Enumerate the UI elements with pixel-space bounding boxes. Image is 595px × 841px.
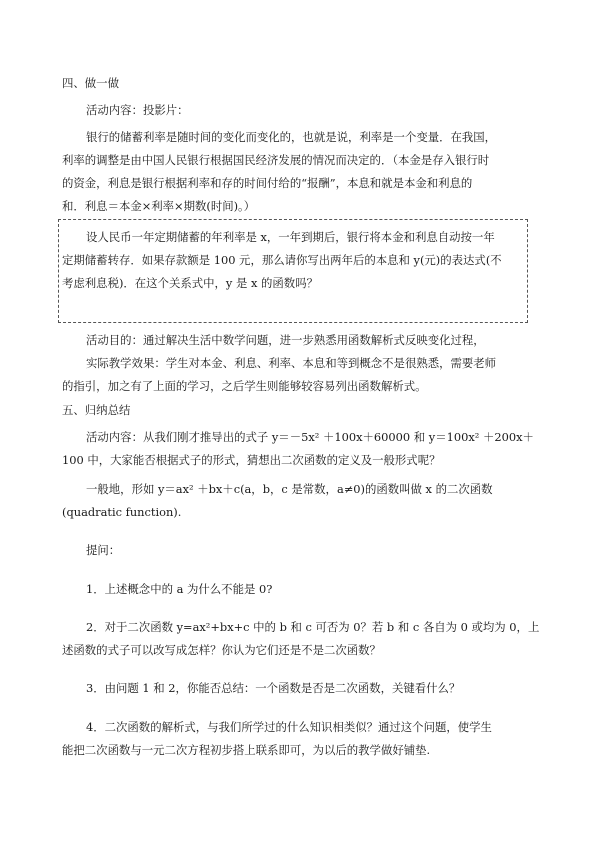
definition-line: 一般地，形如 y＝ax² ＋bx＋c(a，b，c 是常数，a≠0)的函数叫做 x 的二次函数 [86,482,493,496]
content-line: 100 中，大家能否根据式子的形式，猜想出二次函数的定义及一般形式呢？ [62,453,441,467]
box-line: 定期储蓄转存．如果存款额是 100 元，那么请你写出两年后的本息和 y(元)的表达式(不 [62,253,502,267]
question-2-line: 2．对于二次函数 y=ax²+bx+c 中的 b 和 c 可否为 0？若 b 和 c 各自为 0 或均为 0，上 [86,620,540,634]
definition-line: (quadratic function). [62,505,182,519]
question-4-line: 4．二次函数的解析式，与我们所学过的什么知识相类似？通过这个问题，使学生 [86,720,492,734]
paragraph-line: 利率的调整是由中国人民银行根据国民经济发展的情况而决定的．（本金是存入银行时 [62,153,490,167]
activity-purpose: 活动目的：通过解决生活中数学问题，进一步熟悉用函数解析式反映变化过程， [86,333,485,347]
question-1: 1．上述概念中的 a 为什么不能是 0? [86,582,273,596]
effect-line: 的指引，加之有了上面的学习，之后学生则能够较容易列出函数解析式。 [62,379,427,393]
paragraph-line: 的资金，利息是银行根据利率和存的时间付给的“报酬”，本息和就是本金和利息的 [62,176,473,190]
question-4-line: 能把二次函数与一元二次方程初步搭上联系即可，为以后的教学做好铺垫. [62,743,431,757]
box-line: 设人民币一年定期储蓄的年利率是 x，一年到期后，银行将本金和利息自动按一年 [86,230,495,244]
paragraph-line: 银行的储蓄利率是随时间的变化而变化的，也就是说，利率是一个变量．在我国， [86,130,497,144]
section5-heading: 五、归纳总结 [62,403,131,417]
effect-line: 实际教学效果：学生对本金、利息、利率、本息和等到概念不是很熟悉，需要老师 [86,356,497,370]
question-2-line: 述函数的式子可以改写成怎样？你认为它们还是不是二次函数？ [62,643,381,657]
question-3: 3．由问题 1 和 2，你能否总结：一个函数是否是二次函数，关键看什么？ [86,681,461,695]
section4-heading: 四、做一做 [62,76,119,90]
box-line: 考虑利息税)．在这个关系式中，y 是 x 的函数吗？ [62,276,318,290]
content-line: 活动内容：从我们刚才推导出的式子 y＝－5x² ＋100x＋60000 和 y＝100x² ＋200x＋ [86,430,534,444]
activity-content: 活动内容：投影片： [86,103,189,117]
problem-box [58,219,528,323]
paragraph-line: 和．利息＝本金×利率×期数(时间)。） [62,199,256,213]
question-label: 提问： [86,543,121,557]
